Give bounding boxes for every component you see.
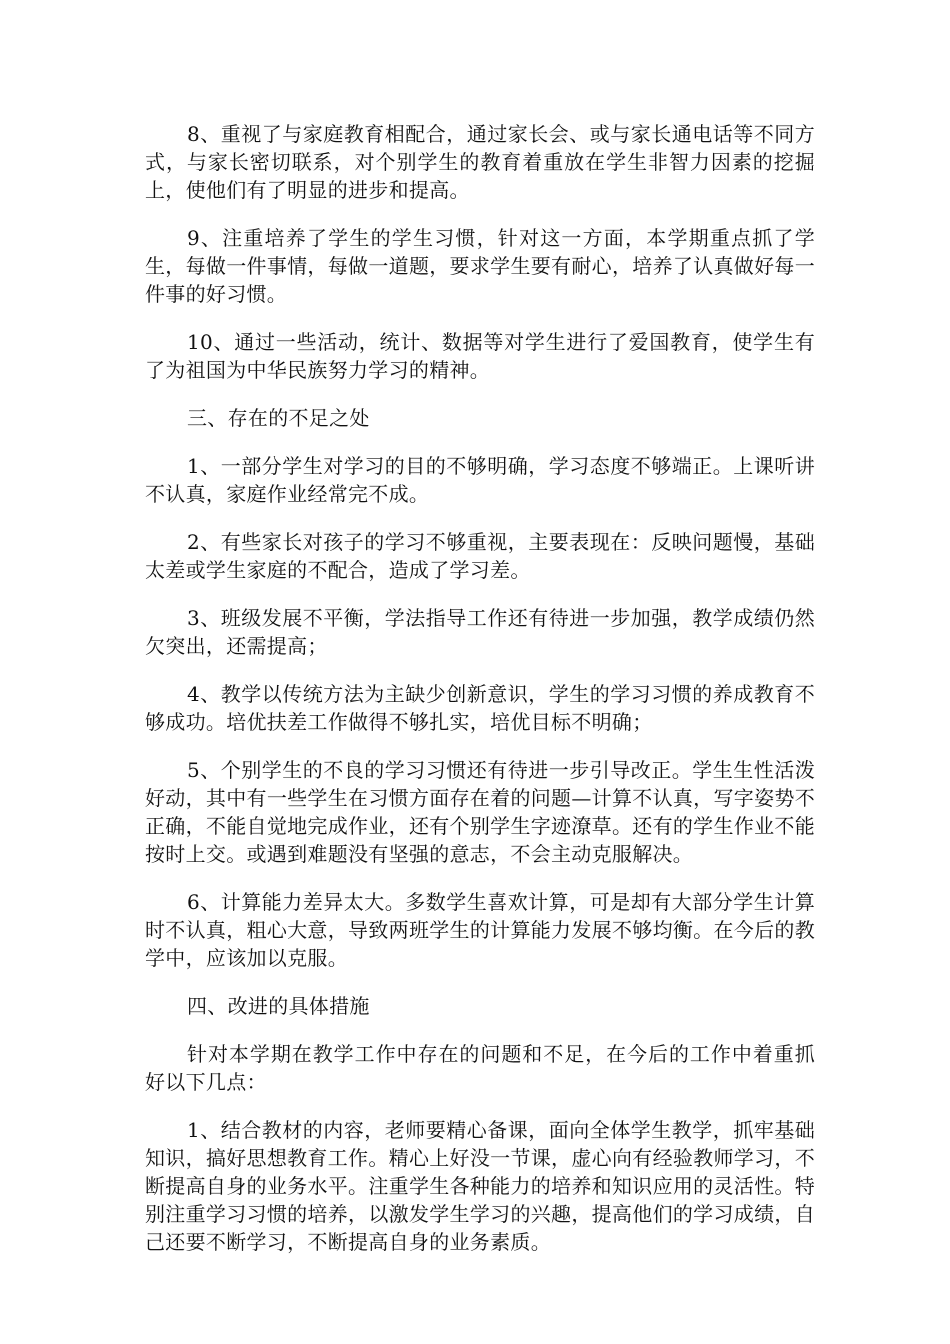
shortcoming-3: 3、班级发展不平衡，学法指导工作还有待进一步加强，教学成绩仍然欠突出，还需提高； [145,606,815,658]
shortcoming-2: 2、有些家长对孩子的学习不够重视，主要表现在：反映问题慢，基础太差或学生家庭的不配合，造成了学习差。 [145,530,815,582]
shortcoming-4: 4、教学以传统方法为主缺少创新意识，学生的学习习惯的养成教育不够成功。培优扶差工作做得不够扎实，培优目标不明确； [145,682,815,734]
document-page [145,120,815,1276]
section-heading-4: 四、改进的具体措施 [187,994,370,1018]
paragraph-10: 10、通过一些活动，统计、数据等对学生进行了爱国教育，使学生有了为祖国为中华民族努力学习的精神。 [145,330,815,382]
paragraph-9: 9、注重培养了学生的学生习惯，针对这一方面，本学期重点抓了学生，每做一件事情，每做一道题，要求学生要有耐心，培养了认真做好每一件事的好习惯。 [145,226,815,306]
section-heading-3: 三、存在的不足之处 [187,406,370,430]
shortcoming-6: 6、计算能力差异太大。多数学生喜欢计算，可是却有大部分学生计算时不认真，粗心大意，导致两班学生的计算能力发展不够均衡。在今后的教学中，应该加以克服。 [145,890,815,970]
paragraph-8: 8、重视了与家庭教育相配合，通过家长会、或与家长通电话等不同方式，与家长密切联系，对个别学生的教育着重放在学生非智力因素的挖掘上，使他们有了明显的进步和提高。 [145,122,815,202]
measure-1: 1、结合教材的内容，老师要精心备课，面向全体学生教学，抓牢基础知识，搞好思想教育工作。精心上好没一节课，虚心向有经验教师学习，不断提高自身的业务水平。注重学生各种能力的培养和知识应用的灵活性。特别注重学习习惯的培养，以激发学生学习的兴趣，提高他们的学习成绩，自己还要不断学习，不断提高自身的业务素质。 [145,1118,815,1254]
measures-intro: 针对本学期在教学工作中存在的问题和不足，在今后的工作中着重抓好以下几点： [145,1042,815,1094]
shortcoming-1: 1、一部分学生对学习的目的不够明确，学习态度不够端正。上课听讲不认真，家庭作业经常完不成。 [145,454,815,506]
shortcoming-5: 5、个别学生的不良的学习习惯还有待进一步引导改正。学生生性活泼好动，其中有一些学生在习惯方面存在着的问题—计算不认真，写字姿势不正确，不能自觉地完成作业，还有个别学生字迹潦草。还有的学生作业不能按时上交。或遇到难题没有坚强的意志，不会主动克服解决。 [145,758,815,866]
